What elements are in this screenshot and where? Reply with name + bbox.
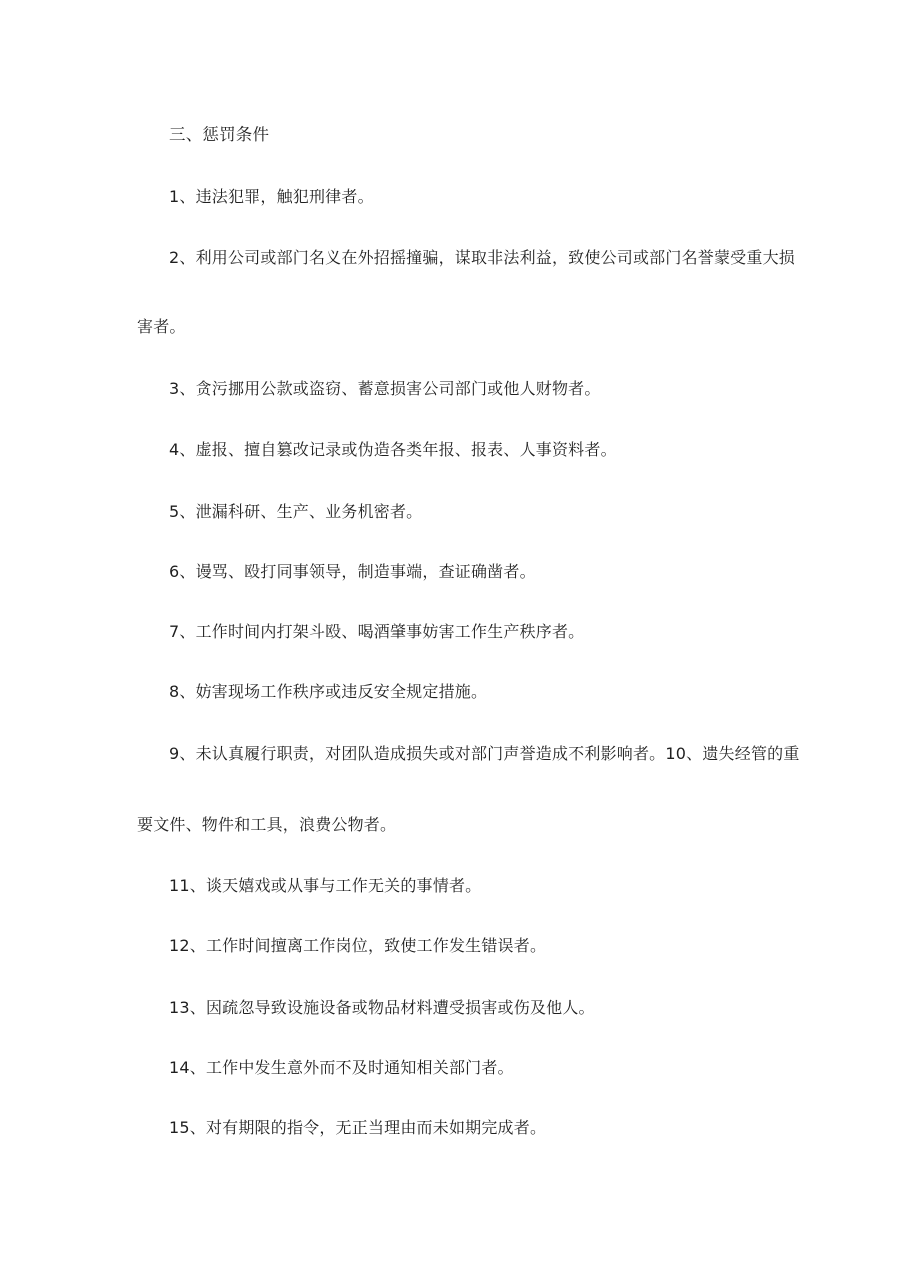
clause-10-continued: 要文件、物件和工具，浪费公物者。 (137, 815, 397, 834)
clause-2-continued: 害者。 (137, 317, 186, 336)
clause-6: 6、谩骂、殴打同事领导，制造事端，查证确凿者。 (169, 562, 536, 581)
clause-4: 4、虚报、擅自篡改记录或伪造各类年报、报表、人事资料者。 (169, 440, 617, 459)
clause-1: 1、违法犯罪，触犯刑律者。 (169, 187, 374, 206)
section-heading: 三、惩罚条件 (169, 125, 270, 144)
clause-14: 14、工作中发生意外而不及时通知相关部门者。 (169, 1058, 514, 1077)
clause-12: 12、工作时间擅离工作岗位，致使工作发生错误者。 (169, 936, 547, 955)
clause-7: 7、工作时间内打架斗殴、喝酒肇事妨害工作生产秩序者。 (169, 622, 585, 641)
clause-2: 2、利用公司或部门名义在外招摇撞骗，谋取非法利益，致使公司或部门名誉蒙受重大损 (169, 248, 795, 267)
clause-15: 15、对有期限的指令，无正当理由而未如期完成者。 (169, 1118, 547, 1137)
clause-11: 11、谈天嬉戏或从事与工作无关的事情者。 (169, 876, 482, 895)
clause-5: 5、泄漏科研、生产、业务机密者。 (169, 502, 423, 521)
clause-13: 13、因疏忽导致设施设备或物品材料遭受损害或伤及他人。 (169, 998, 595, 1017)
clause-3: 3、贪污挪用公款或盗窃、蓄意损害公司部门或他人财物者。 (169, 379, 601, 398)
clause-8: 8、妨害现场工作秩序或违反安全规定措施。 (169, 682, 488, 701)
clause-9-10: 9、未认真履行职责，对团队造成损失或对部门声誉造成不利影响者。10、遗失经管的重 (169, 744, 800, 763)
